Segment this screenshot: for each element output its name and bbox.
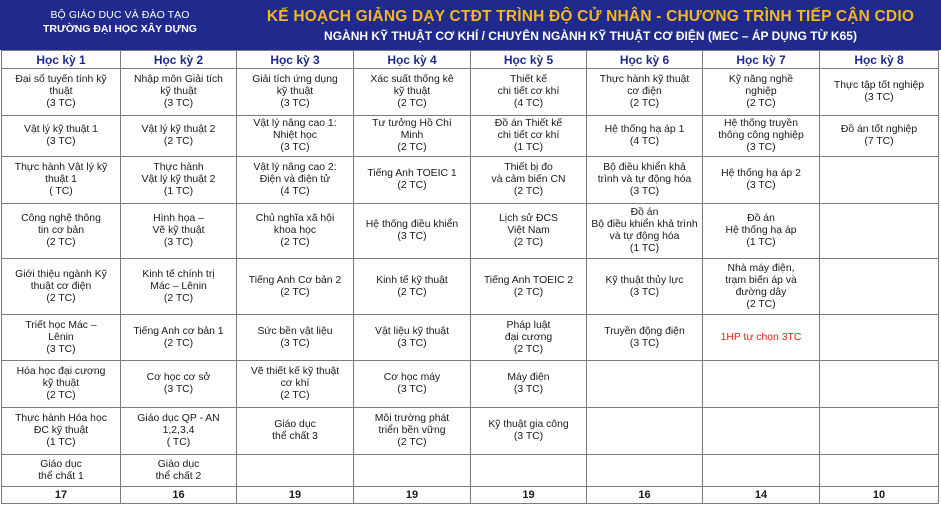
course-text: (3 TC) xyxy=(163,384,194,396)
course-cell xyxy=(820,69,939,116)
course-cell xyxy=(237,115,354,156)
course-text: Nhập môn Giải tích xyxy=(134,73,223,85)
course-cell xyxy=(703,115,820,156)
course-text: (3 TC) xyxy=(397,337,427,349)
empty-cell xyxy=(820,157,939,204)
course-text: (1 TC) xyxy=(163,186,194,198)
course-cell xyxy=(587,259,703,314)
semester-header: Học kỳ 6 xyxy=(587,51,703,69)
course-cell xyxy=(354,408,471,455)
course-cell xyxy=(820,115,939,156)
course-cell xyxy=(471,314,587,361)
semester-header: Học kỳ 2 xyxy=(121,51,237,69)
empty-cell xyxy=(820,204,939,259)
course-text: Điện và điện tử xyxy=(259,174,331,186)
course-text: nghiệp xyxy=(745,85,777,97)
course-cell xyxy=(587,115,703,156)
course-text: Tiếng Anh TOEIC 1 xyxy=(367,168,457,180)
course-text: Hệ thống hạ áp 2 xyxy=(721,168,801,180)
course-text: Vẽ kỹ thuật xyxy=(152,225,205,237)
course-text: đại cương xyxy=(504,331,553,343)
course-cell xyxy=(121,115,237,156)
course-text: thể chất 2 xyxy=(155,470,202,482)
course-cell xyxy=(354,259,471,314)
semester-header: Học kỳ 5 xyxy=(471,51,587,69)
course-cell xyxy=(587,314,703,361)
course-text: (2 TC) xyxy=(397,180,427,192)
course-cell xyxy=(703,204,820,259)
course-text: (2 TC) xyxy=(746,298,776,310)
course-text: Kỹ thuật thủy lực xyxy=(605,274,684,286)
course-text: thuật xyxy=(49,85,73,97)
empty-cell xyxy=(820,314,939,361)
course-text: Vật lý kỹ thuật 1 xyxy=(24,124,98,136)
course-cell xyxy=(121,157,237,204)
course-text: Giáo dục xyxy=(157,458,200,470)
course-cell xyxy=(587,204,703,259)
course-text: Kỹ năng nghề xyxy=(728,73,794,85)
course-text: Thiết bị đo xyxy=(504,162,553,174)
course-cell xyxy=(121,69,237,116)
course-text: (1 TC) xyxy=(629,243,660,255)
course-cell xyxy=(703,259,820,314)
credit-total: 19 xyxy=(354,486,471,503)
course-text: Tư tưởng Hồ Chí xyxy=(372,118,452,130)
course-text: Giáo dục QP - AN xyxy=(137,413,220,425)
empty-cell xyxy=(820,361,939,408)
course-text: (4 TC) xyxy=(629,136,660,148)
course-text: trạm biến áp và xyxy=(725,274,797,286)
course-text: Đồ án xyxy=(630,207,659,219)
course-cell xyxy=(237,314,354,361)
course-text: (2 TC) xyxy=(513,343,544,355)
course-cell xyxy=(471,69,587,116)
course-text: Hình họa – xyxy=(153,213,204,225)
course-text: Sức bền vật liệu xyxy=(257,325,333,337)
course-text: Thực hành kỹ thuật xyxy=(599,73,690,85)
course-text: triển bền vững xyxy=(378,425,446,437)
course-text: 1HP tự chọn 3TC xyxy=(720,331,802,343)
course-text: (3 TC) xyxy=(513,384,544,396)
course-text: Vật lý nâng cao 1: xyxy=(253,118,337,130)
header-banner xyxy=(0,0,941,50)
course-text: (2 TC) xyxy=(280,237,310,249)
course-cell xyxy=(2,69,121,116)
course-cell xyxy=(2,115,121,156)
course-text: Đồ án xyxy=(747,213,775,225)
course-text: 1,2,3,4 xyxy=(162,425,195,437)
credit-total: 17 xyxy=(2,486,121,503)
course-text: (2 TC) xyxy=(513,186,544,198)
course-text: (2 TC) xyxy=(163,337,194,349)
empty-cell xyxy=(820,455,939,487)
course-text: Giáo dục xyxy=(274,419,316,431)
course-text: Vật liệu kỹ thuật xyxy=(375,325,449,337)
semester-header: Học kỳ 7 xyxy=(703,51,820,69)
course-text: (3 TC) xyxy=(864,91,894,103)
course-row xyxy=(2,204,939,259)
course-text: thuật 1 xyxy=(45,174,77,186)
course-cell xyxy=(2,408,121,455)
course-text: (2 TC) xyxy=(163,136,194,148)
course-cell xyxy=(703,157,820,204)
course-cell xyxy=(2,361,121,408)
course-row xyxy=(2,455,939,487)
page-title-block xyxy=(240,0,941,50)
course-text: Thực hành Hóa học xyxy=(15,413,107,425)
course-cell xyxy=(471,361,587,408)
semester-header: Học kỳ 8 xyxy=(820,51,939,69)
course-text: (2 TC) xyxy=(280,390,310,402)
course-cell xyxy=(354,314,471,361)
course-text: Mác – Lênin xyxy=(150,280,207,292)
course-text: Giáo dục xyxy=(40,458,82,470)
course-text: (4 TC) xyxy=(280,186,310,198)
course-text: (7 TC) xyxy=(864,136,894,148)
course-cell xyxy=(237,69,354,116)
credit-total: 19 xyxy=(237,486,354,503)
course-text: (2 TC) xyxy=(397,142,427,154)
course-cell xyxy=(237,361,354,408)
course-cell xyxy=(2,204,121,259)
course-text: (2 TC) xyxy=(397,286,427,298)
course-text: trình và tự động hóa xyxy=(597,174,692,186)
empty-cell xyxy=(587,408,703,455)
course-text: (2 TC) xyxy=(46,237,76,249)
course-text: Pháp luật xyxy=(506,319,551,331)
course-cell xyxy=(121,314,237,361)
course-text: ĐC kỹ thuật xyxy=(33,425,89,437)
semester-header-row xyxy=(2,51,939,69)
course-text: ( TC) xyxy=(166,437,191,449)
ministry-label: BỘ GIÁO DỤC VÀ ĐÀO TẠO xyxy=(50,9,190,21)
course-cell xyxy=(237,408,354,455)
course-text: Giới thiệu ngành Kỹ xyxy=(15,268,107,280)
course-text: Vẽ thiết kế kỹ thuật xyxy=(250,366,340,378)
course-text: (2 TC) xyxy=(397,97,427,109)
course-text: Tiếng Anh TOEIC 2 xyxy=(483,274,574,286)
course-text: (3 TC) xyxy=(397,384,427,396)
course-text: kỹ thuật xyxy=(276,85,314,97)
course-row xyxy=(2,69,939,116)
course-text: (3 TC) xyxy=(746,142,776,154)
course-text: và tự động hóa xyxy=(609,231,680,243)
course-cell xyxy=(121,361,237,408)
curriculum-body xyxy=(2,69,939,504)
course-text: Thực tập tốt nghiệp xyxy=(833,79,925,91)
semester-header: Học kỳ 4 xyxy=(354,51,471,69)
course-cell xyxy=(354,115,471,156)
course-text: (3 TC) xyxy=(280,337,310,349)
course-text: Tiếng Anh Cơ bản 2 xyxy=(248,274,342,286)
course-text: (1 TC) xyxy=(746,237,776,249)
page-title: KẾ HOẠCH GIẢNG DẠY CTĐT TRÌNH ĐỘ CỬ NHÂN - CHƯƠNG TRÌNH TIẾP CẬN CDIO xyxy=(266,8,915,25)
course-row xyxy=(2,408,939,455)
course-text: Môi trường phát xyxy=(374,413,450,425)
course-cell xyxy=(354,204,471,259)
course-cell xyxy=(354,361,471,408)
credit-total: 14 xyxy=(703,486,820,503)
course-cell xyxy=(471,259,587,314)
course-text: (1 TC) xyxy=(46,437,76,449)
empty-cell xyxy=(587,361,703,408)
empty-cell xyxy=(820,259,939,314)
course-cell xyxy=(121,455,237,487)
course-text: Cơ học cơ sở xyxy=(146,372,211,384)
course-text: kỹ thuật xyxy=(393,85,431,97)
course-text: thuật cơ điện xyxy=(30,280,92,292)
course-text: Bộ điều khiển khả xyxy=(603,162,686,174)
course-cell xyxy=(471,408,587,455)
page-subtitle: NGÀNH KỸ THUẬT CƠ KHÍ / CHUYÊN NGÀNH KỸ THUẬT CƠ ĐIỆN (MEC – ÁP DỤNG TỪ K65) xyxy=(324,29,857,43)
course-cell xyxy=(703,69,820,116)
course-text: cơ điện xyxy=(627,85,662,97)
course-text: Thiết kế xyxy=(510,73,547,85)
empty-cell xyxy=(703,455,820,487)
course-text: Đồ án tốt nghiệp xyxy=(840,124,918,136)
course-text: Nhà máy điện, xyxy=(727,262,795,274)
course-text: Truyền động điện xyxy=(604,325,685,337)
empty-cell xyxy=(703,408,820,455)
course-text: (3 TC) xyxy=(280,97,310,109)
university-label: TRƯỜNG ĐẠI HỌC XÂY DỰNG xyxy=(43,23,197,35)
course-text: (2 TC) xyxy=(280,286,310,298)
credit-total: 16 xyxy=(121,486,237,503)
credit-total: 16 xyxy=(587,486,703,503)
course-cell xyxy=(587,157,703,204)
empty-cell xyxy=(471,455,587,487)
course-text: (3 TC) xyxy=(629,286,660,298)
empty-cell xyxy=(354,455,471,487)
course-text: (3 TC) xyxy=(163,237,194,249)
course-text: đường dây xyxy=(735,286,787,298)
course-text: ( TC) xyxy=(49,186,73,198)
course-text: (2 TC) xyxy=(46,390,76,402)
course-text: chi tiết cơ khí xyxy=(497,85,560,97)
course-cell xyxy=(237,204,354,259)
course-text: Vật lý kỹ thuật 2 xyxy=(141,124,216,136)
course-text: Hóa học đại cương xyxy=(16,366,106,378)
course-text: (3 TC) xyxy=(746,180,776,192)
course-text: Thực hành Vật lý kỹ xyxy=(14,162,108,174)
course-text: kỹ thuật xyxy=(42,378,80,390)
course-text: Hệ thống hạ áp xyxy=(725,225,797,237)
course-text: Hệ thống truyền xyxy=(724,118,798,130)
course-text: Minh xyxy=(400,130,424,142)
course-cell xyxy=(121,408,237,455)
empty-cell xyxy=(820,408,939,455)
course-text: Chủ nghĩa xã hội xyxy=(255,213,335,225)
course-row xyxy=(2,314,939,361)
course-text: Cơ học máy xyxy=(383,372,441,384)
course-text: Công nghệ thông xyxy=(21,213,101,225)
course-text: (3 TC) xyxy=(163,97,194,109)
course-cell xyxy=(703,314,820,361)
course-text: thể chất 1 xyxy=(38,470,84,482)
course-text: (1 TC) xyxy=(513,142,544,154)
course-row xyxy=(2,259,939,314)
course-row xyxy=(2,115,939,156)
course-cell xyxy=(121,204,237,259)
course-text: thể chất 3 xyxy=(272,431,318,443)
course-text: Lịch sử ĐCS xyxy=(499,213,558,225)
course-cell xyxy=(237,259,354,314)
course-cell xyxy=(2,455,121,487)
course-cell xyxy=(2,259,121,314)
course-text: Kinh tế kỹ thuật xyxy=(376,274,448,286)
credit-total: 10 xyxy=(820,486,939,503)
course-text: (3 TC) xyxy=(397,231,427,243)
course-cell xyxy=(587,69,703,116)
empty-cell xyxy=(587,455,703,487)
course-text: Đại số tuyến tính kỹ xyxy=(15,73,107,85)
course-text: Máy điện xyxy=(507,372,550,384)
course-cell xyxy=(2,157,121,204)
course-text: Xác suất thống kê xyxy=(370,73,454,85)
credit-total-row xyxy=(2,486,939,503)
course-text: (3 TC) xyxy=(46,343,76,355)
course-text: (2 TC) xyxy=(46,292,76,304)
course-text: Hệ thống hạ áp 1 xyxy=(604,124,685,136)
course-text: thông công nghiệp xyxy=(718,130,804,142)
course-row xyxy=(2,157,939,204)
course-text: và cảm biến CN xyxy=(491,174,566,186)
course-text: khoa học xyxy=(273,225,317,237)
course-text: Triết học Mác – xyxy=(25,319,97,331)
course-text: Giải tích ứng dụng xyxy=(252,73,338,85)
course-cell xyxy=(471,115,587,156)
credit-total: 19 xyxy=(471,486,587,503)
course-text: (3 TC) xyxy=(629,337,660,349)
course-text: (2 TC) xyxy=(513,286,544,298)
course-text: (2 TC) xyxy=(163,292,194,304)
empty-cell xyxy=(703,361,820,408)
course-text: Vật lý kỹ thuật 2 xyxy=(141,174,216,186)
empty-cell xyxy=(237,455,354,487)
course-text: (2 TC) xyxy=(746,97,776,109)
semester-header: Học kỳ 3 xyxy=(237,51,354,69)
course-cell xyxy=(2,314,121,361)
course-cell xyxy=(471,157,587,204)
course-text: tin cơ bản xyxy=(37,225,85,237)
course-text: Vật lý nâng cao 2: xyxy=(253,162,337,174)
course-text: (3 TC) xyxy=(629,186,660,198)
course-text: (3 TC) xyxy=(46,97,76,109)
course-cell xyxy=(471,204,587,259)
course-text: (3 TC) xyxy=(513,431,544,443)
course-cell xyxy=(354,69,471,116)
course-text: kỹ thuật xyxy=(160,85,197,97)
course-text: (2 TC) xyxy=(629,97,660,109)
course-cell xyxy=(237,157,354,204)
course-text: Kinh tế chính trị xyxy=(142,268,215,280)
course-text: Kỹ thuật gia công xyxy=(488,419,569,431)
course-text: Hệ thống điều khiển xyxy=(365,219,459,231)
course-text: Đồ án Thiết kế xyxy=(494,118,563,130)
course-text: (4 TC) xyxy=(513,97,544,109)
course-text: chi tiết cơ khí xyxy=(497,130,560,142)
course-text: Nhiệt học xyxy=(273,130,317,142)
course-text: (2 TC) xyxy=(513,237,544,249)
course-text: Thực hành xyxy=(153,162,204,174)
course-cell xyxy=(121,259,237,314)
curriculum-table xyxy=(1,50,939,504)
course-text: (3 TC) xyxy=(280,142,310,154)
course-text: (3 TC) xyxy=(46,136,76,148)
course-text: cơ khí xyxy=(280,378,310,390)
course-text: (2 TC) xyxy=(397,437,427,449)
course-text: Việt Nam xyxy=(507,225,550,237)
course-row xyxy=(2,361,939,408)
course-cell xyxy=(354,157,471,204)
course-text: Bộ điều khiển khả trình xyxy=(591,219,698,231)
course-text: Tiếng Anh cơ bản 1 xyxy=(133,325,224,337)
course-text: Lênin xyxy=(48,331,74,343)
semester-header: Học kỳ 1 xyxy=(2,51,121,69)
university-name xyxy=(0,0,240,50)
